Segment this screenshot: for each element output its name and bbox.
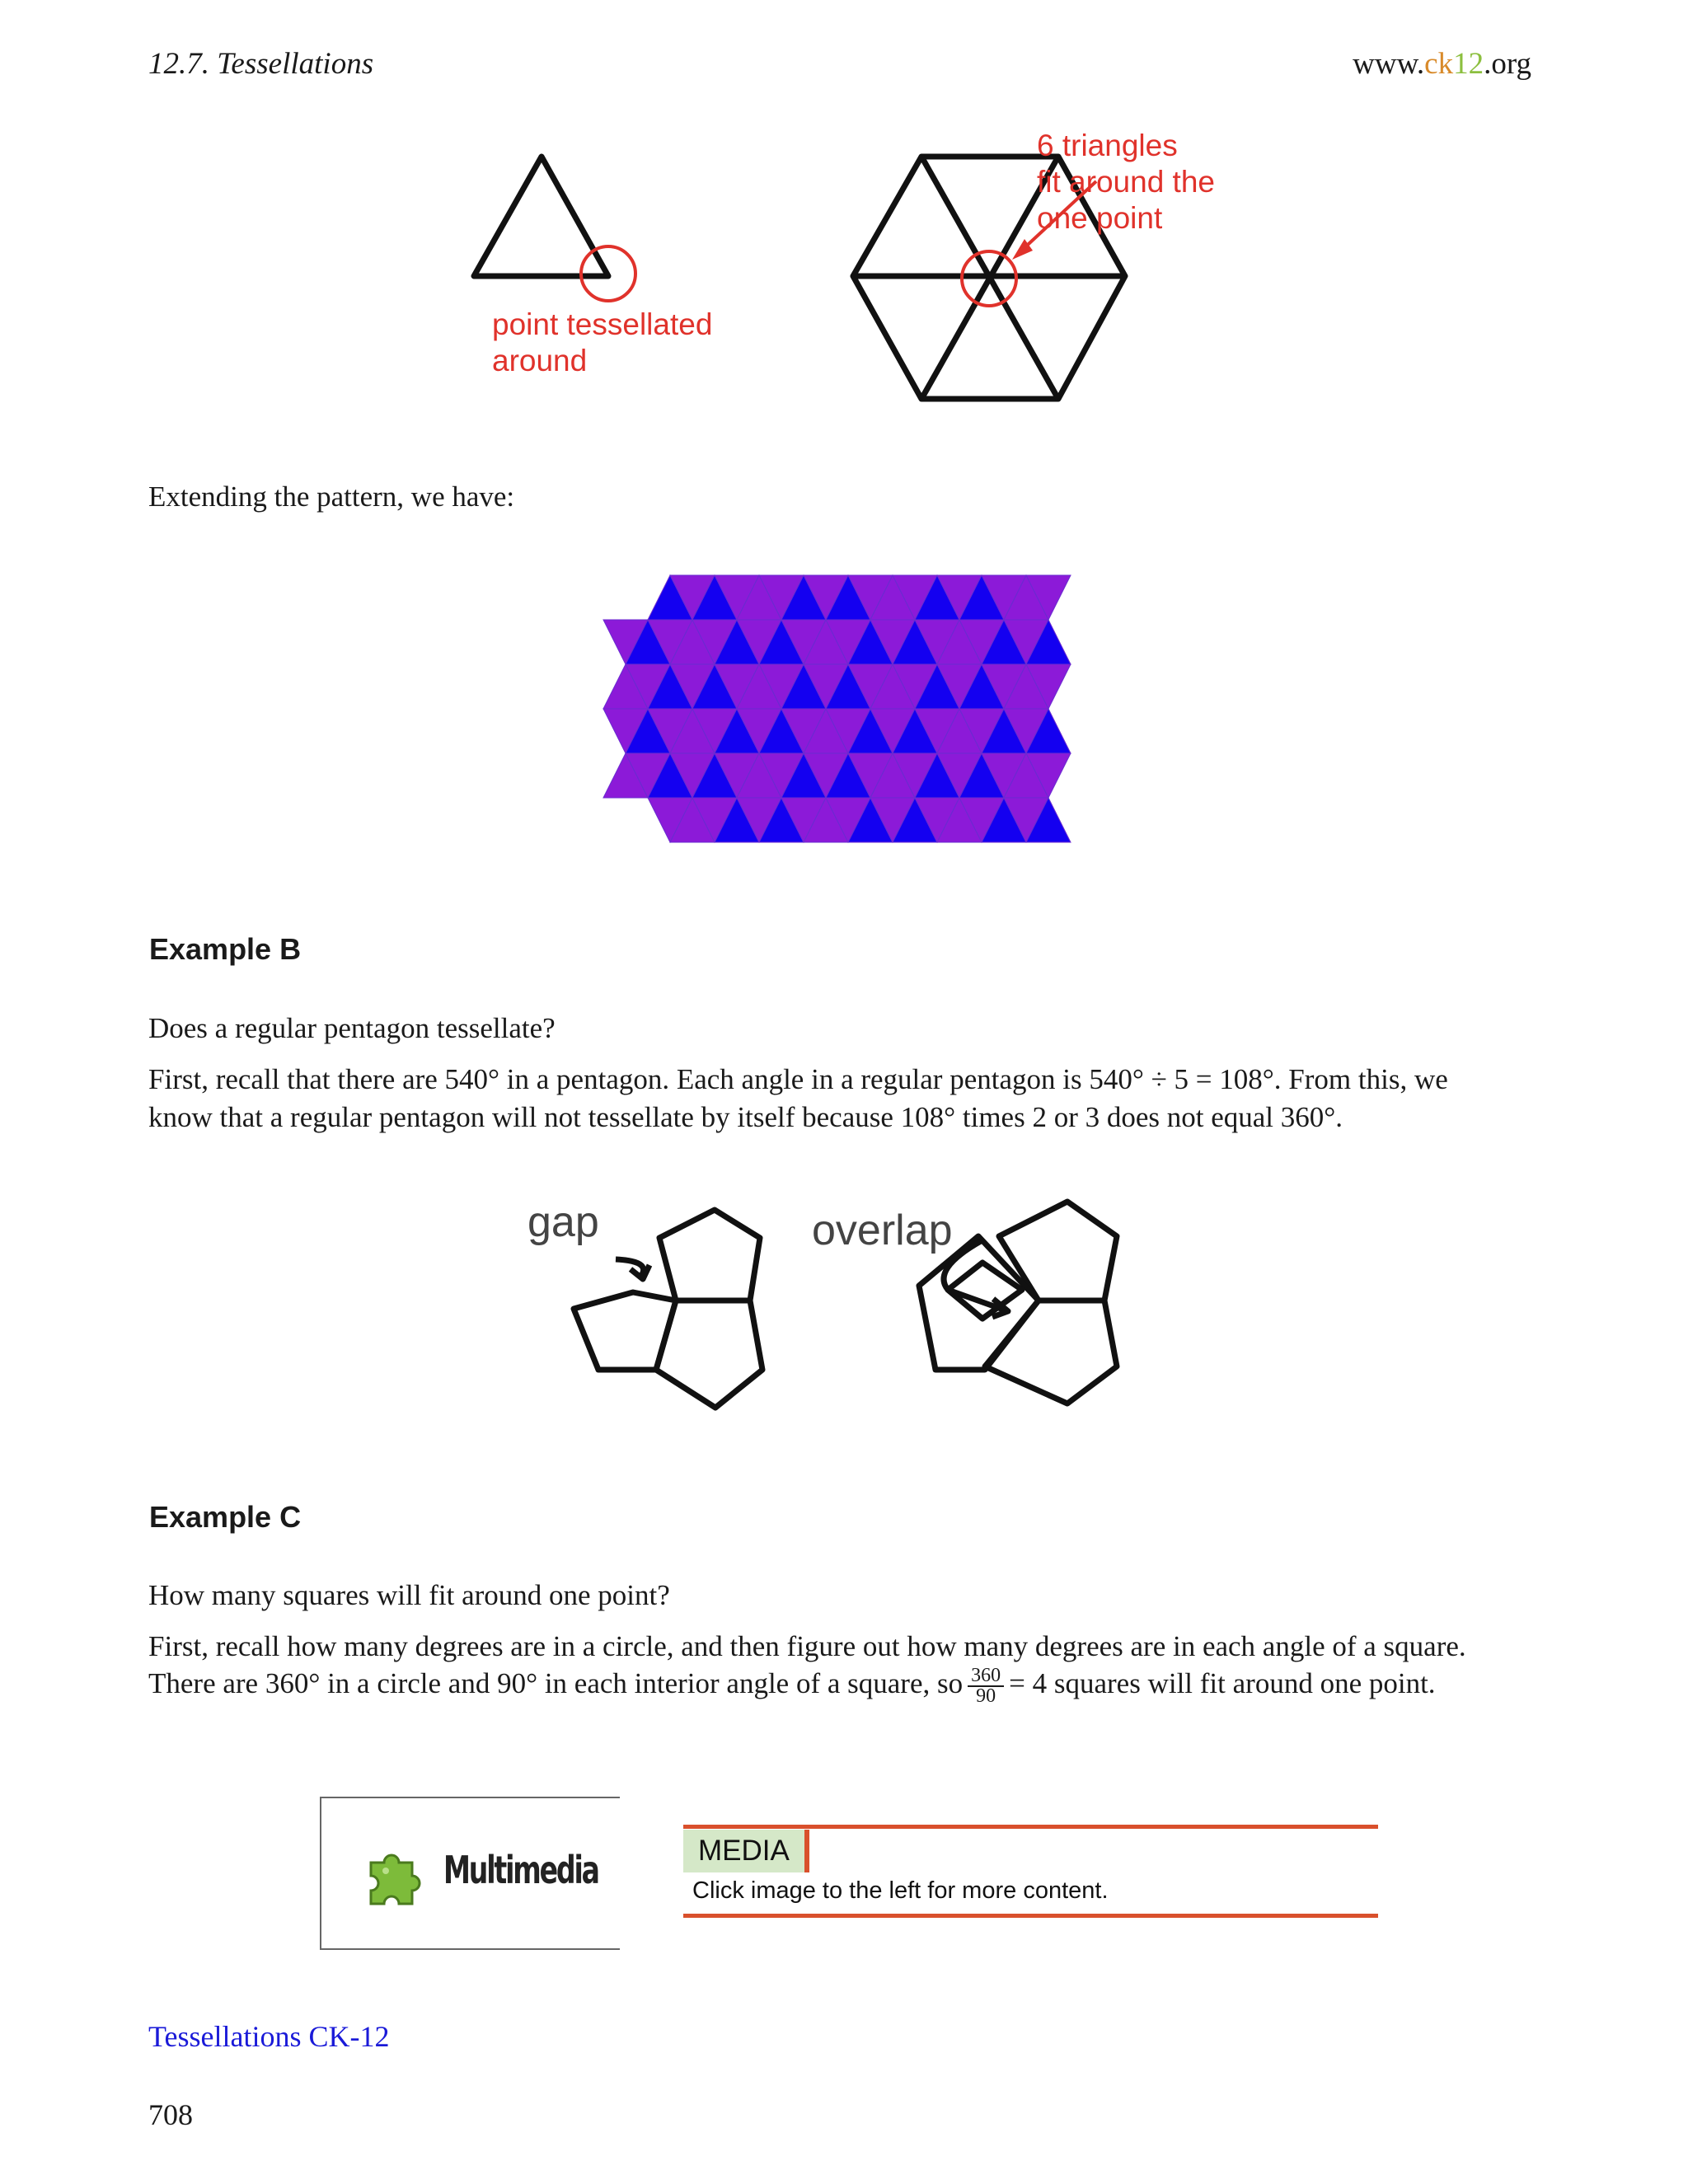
fraction-denominator: 90 xyxy=(976,1685,996,1707)
single-triangle xyxy=(474,157,608,276)
label-overlap: overlap xyxy=(812,1207,953,1254)
heading-example-c: Example C xyxy=(149,1500,302,1534)
pentagon-gap-overlap-figure xyxy=(511,1187,1187,1426)
running-header-section: 12.7. Tessellations xyxy=(148,47,374,81)
answer-c-line-1: First, recall how many degrees are in a circle, and then figure out how many degrees are in each angle of a square. xyxy=(148,1630,1466,1662)
site-prefix: www. xyxy=(1353,47,1425,81)
answer-b-line-2: know that a regular pentagon will not tessellate by itself because 108° times 2 or 3 does not equal 360°. xyxy=(148,1101,1343,1133)
media-caption: Click image to the left for more content. xyxy=(692,1877,1109,1904)
fraction-numerator: 360 xyxy=(968,1666,1004,1687)
puzzle-piece-icon xyxy=(361,1844,427,1910)
question-example-c: How many squares will fit around one point? xyxy=(148,1579,670,1611)
pentagons-gap-group xyxy=(574,1210,762,1408)
label-point-2: around xyxy=(492,344,588,377)
site-suffix: .org xyxy=(1484,47,1531,81)
multimedia-thumbnail-label: Multimedia xyxy=(443,1848,598,1892)
paragraph-extending: Extending the pattern, we have: xyxy=(148,480,515,513)
label-point-1: point tessellated xyxy=(492,307,713,341)
site-12: 12 xyxy=(1453,47,1484,81)
answer-c-line-2 xyxy=(148,1665,1550,1706)
fraction-360-over-90 xyxy=(968,1666,1004,1706)
tessellations-link[interactable]: Tessellations CK-12 xyxy=(148,2020,390,2053)
media-top-rule xyxy=(683,1825,1378,1829)
label-triangles-2: fit around the xyxy=(1037,165,1215,199)
media-bottom-rule xyxy=(683,1914,1378,1918)
answer-b-line-1: First, recall that there are 540° in a pentagon. Each angle in a regular pentagon is 540° ÷ 5 = 108°. From this, we xyxy=(148,1063,1448,1095)
label-gap: gap xyxy=(528,1198,599,1246)
label-triangles-3: one point xyxy=(1037,201,1163,235)
triangle-tessellation-figure xyxy=(445,115,1253,420)
triangle-tessellation-pattern xyxy=(577,569,1104,849)
multimedia-thumbnail[interactable] xyxy=(320,1797,620,1950)
label-triangles-1: 6 triangles xyxy=(1037,129,1178,162)
answer-c-line-2-after: = 4 squares will fit around one point. xyxy=(1009,1667,1436,1699)
question-example-b: Does a regular pentagon tessellate? xyxy=(148,1012,556,1044)
media-tag: MEDIA xyxy=(683,1830,809,1872)
site-ck: ck xyxy=(1424,47,1454,81)
heading-example-b: Example B xyxy=(149,932,302,966)
running-header-site xyxy=(1353,46,1531,82)
page-number: 708 xyxy=(148,2098,193,2131)
answer-c-line-2-before: There are 360° in a circle and 90° in each interior angle of a square, so xyxy=(148,1667,964,1699)
